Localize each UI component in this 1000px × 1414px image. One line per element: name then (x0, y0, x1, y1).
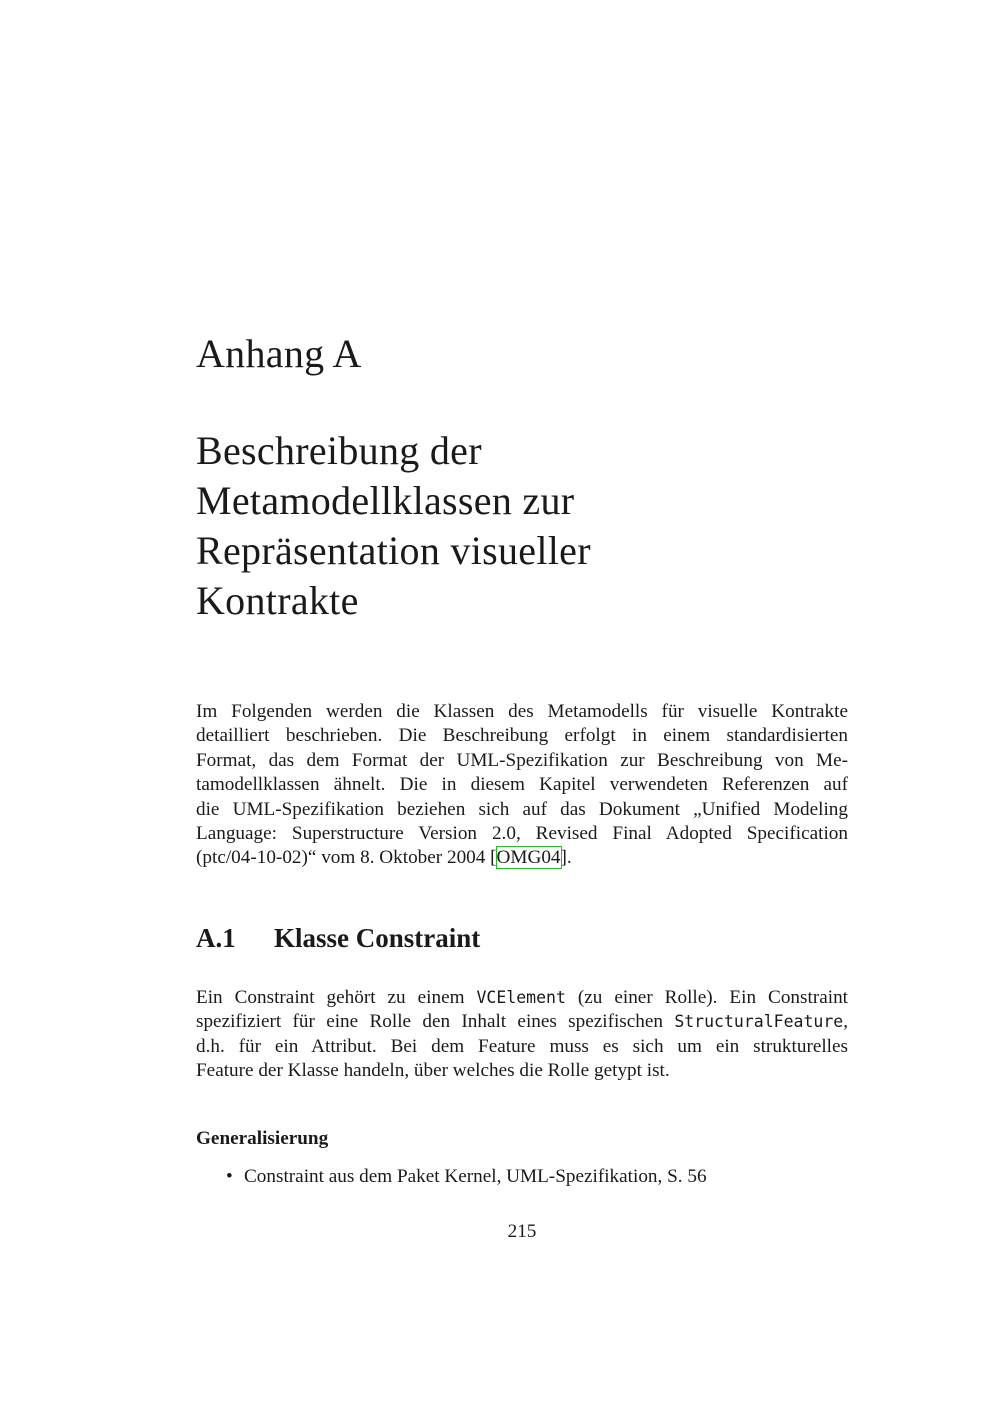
page-number: 215 (507, 1221, 537, 1242)
section-text: spezifiziert für eine Rolle den Inhalt eines spezifischen (196, 1011, 675, 1033)
intro-paragraph (196, 700, 848, 871)
chapter-title (196, 426, 848, 626)
section-line (196, 986, 848, 1010)
list-item-text: Constraint aus dem Paket Kernel, UML-Spezifikation, S. 56 (244, 1166, 707, 1187)
list-item (224, 1165, 707, 1189)
chapter-title-line: Repräsentation visueller (196, 528, 591, 573)
section-line: Feature der Klasse handeln, über welches die Rolle getypt ist. (196, 1060, 670, 1082)
intro-line: tamodellklassen ähnelt. Die in diesem Kapitel verwendeten Referenzen auf (196, 774, 848, 796)
intro-last-prefix: (ptc/04-10-02)“ vom 8. Oktober 2004 [ (196, 847, 497, 869)
citation-link-omg04[interactable]: OMG04 (496, 847, 561, 869)
section-text: Ein Constraint gehört zu einem (196, 987, 477, 1008)
chapter-title-line: Beschreibung der (196, 428, 482, 473)
section-text: (zu einer Rolle). Ein Constraint (565, 987, 848, 1008)
chapter-title-line: Kontrakte (196, 578, 359, 623)
chapter-label: Anhang A (196, 331, 362, 376)
intro-last-suffix: ]. (560, 847, 572, 869)
section-number: A.1 (196, 923, 236, 953)
code-vcelement: VCElement (476, 988, 566, 1007)
chapter-title-line: Metamodellklassen zur (196, 478, 575, 523)
intro-line-last (196, 846, 848, 870)
section-text: , (843, 1011, 848, 1033)
intro-line: Language: Superstructure Version 2.0, Revised Final Adopted Specification (196, 823, 848, 845)
document-page (196, 0, 848, 1414)
bullet-icon: • (226, 1166, 233, 1187)
intro-line: Format, das dem Format der UML-Spezifikation zur Beschreibung von Me- (196, 749, 848, 771)
section-line (196, 1010, 848, 1034)
code-structuralfeature: StructuralFeature (674, 1012, 844, 1032)
intro-line: Im Folgenden werden die Klassen des Metamodells für visuelle Kontrakte (196, 701, 848, 722)
intro-line: die UML-Spezifikation beziehen sich auf das Dokument „Unified Modeling (196, 798, 848, 820)
section-title: Klasse Constraint (274, 923, 481, 953)
section-heading (196, 921, 480, 955)
generalization-list (224, 1165, 707, 1189)
generalization-heading: Generalisierung (196, 1128, 329, 1149)
section-paragraph (196, 986, 848, 1084)
section-line: d.h. für ein Attribut. Bei dem Feature muss es sich um ein strukturelles (196, 1035, 848, 1057)
intro-line: detailliert beschrieben. Die Beschreibung erfolgt in einem standardisierten (196, 725, 848, 747)
